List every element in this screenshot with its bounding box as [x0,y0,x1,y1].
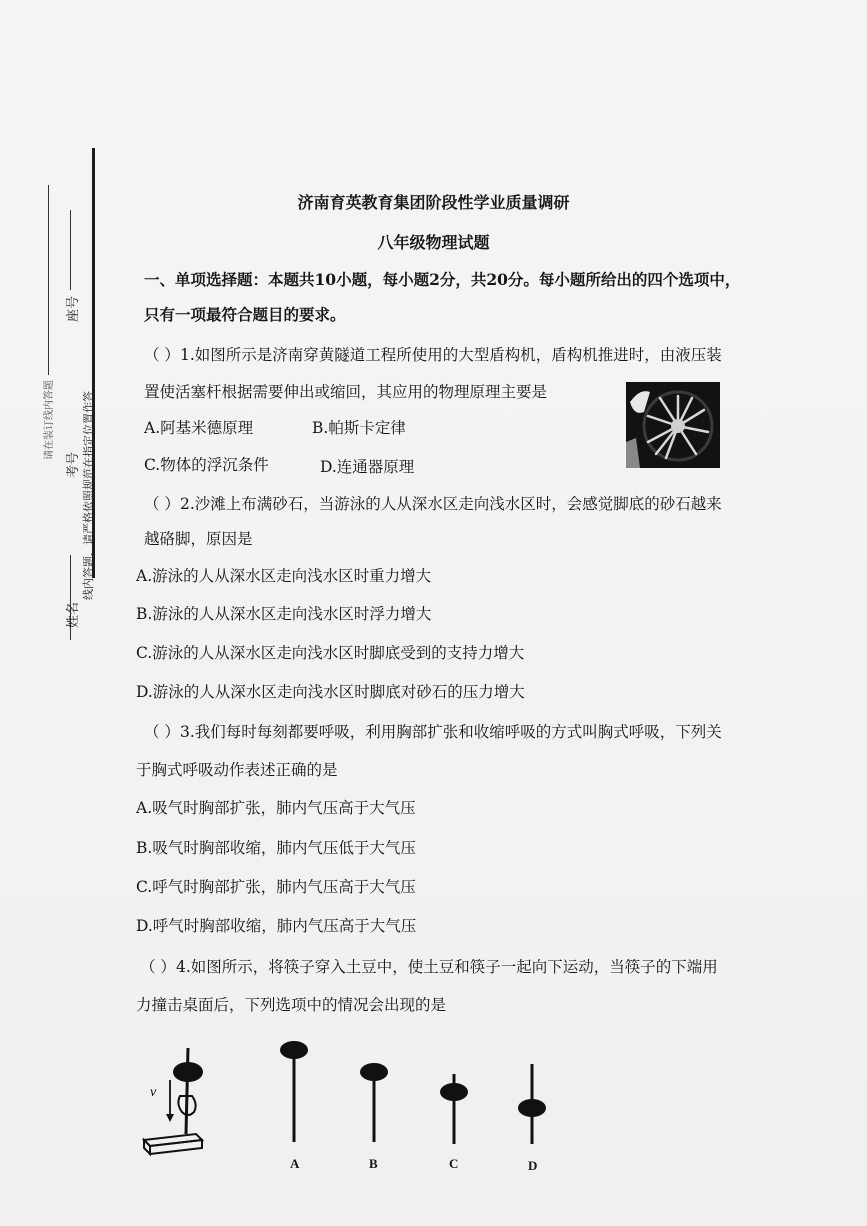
question-3-stem-cont: 于胸式呼吸动作表述正确的是 [136,761,338,779]
q3-option-d: D.呼气时胸部收缩，肺内气压高于大气压 [136,917,417,935]
figure-option-c [440,1074,468,1144]
question-1-stem-cont: 置使活塞杆根据需要伸出或缩回，其应用的物理原理主要是 [144,383,548,401]
figure-label-c: C [449,1156,459,1171]
q3-option-c: C.呼气时胸部扩张，肺内气压高于大气压 [136,878,416,896]
q1-option-c: C.物体的浮沉条件 [144,456,269,474]
answer-blank[interactable]: （ ） [144,723,180,741]
velocity-label: v [150,1085,157,1100]
exam-subtitle: 八年级物理试题 [377,233,490,252]
binding-notice-1: 线内答题，请严格依照规范在指定位置作答 [82,391,95,600]
figure-label-a: A [290,1156,300,1171]
q2-option-d: D.游泳的人从深水区走向浅水区时脚底对砂石的压力增大 [136,683,525,701]
question-1-stem: （ ）1.如图所示是济南穿黄隧道工程所使用的大型盾构机，盾构机推进时，由液压装 [144,343,722,365]
q1-option-d: D.连通器原理 [320,458,415,476]
question-4-stem-cont: 力撞击桌面后，下列选项中的情况会出现的是 [136,996,447,1014]
setup-illustration [144,1048,203,1154]
binding-fill-line [48,185,49,375]
q1-option-a: A.阿基米德原理 [144,419,254,437]
section-intro-line-1: 一、单项选择题：本题共10小题，每小题2分，共20分。每小题所给出的四个选项中， [144,270,741,289]
question-3-stem: （ ）3.我们每时每刻都要呼吸，利用胸部扩张和收缩呼吸的方式叫胸式呼吸，下列关 [144,720,722,742]
figure-label-b: B [369,1156,378,1171]
q2-option-a: A.游泳的人从深水区走向浅水区时重力增大 [136,567,432,585]
chopstick-potato-figure [130,1030,570,1180]
tunnel-boring-machine-photo [626,382,720,468]
exam-title: 济南育英教育集团阶段性学业质量调研 [297,193,570,212]
figure-label-d: D [528,1158,538,1173]
exam-number-label: 考号 [66,451,81,478]
q3-option-b: B.吸气时胸部收缩，肺内气压低于大气压 [136,839,416,857]
figure-option-b [360,1063,388,1142]
figure-option-d [518,1064,546,1144]
q3-option-a: A.吸气时胸部扩张，肺内气压高于大气压 [136,799,416,817]
answer-blank[interactable]: （ ） [140,958,176,976]
question-2-stem: （ ）2.沙滩上布满砂石，当游泳的人从深水区走向浅水区时，会感觉脚底的砂石越来 [144,492,722,514]
question-4-stem: （ ）4.如图所示，将筷子穿入土豆中，使土豆和筷子一起向下运动，当筷子的下端用 [140,955,718,977]
name-label: 姓名 [66,601,81,628]
answer-blank[interactable]: （ ） [144,495,180,513]
q2-option-c: C.游泳的人从深水区走向浅水区时脚底受到的支持力增大 [136,644,525,662]
figure-option-a [280,1041,308,1142]
seat-label: 座号 [66,295,81,322]
q1-option-b: B.帕斯卡定律 [312,419,406,437]
section-intro-line-2: 只有一项最符合题目的要求。 [144,305,346,324]
q2-option-b: B.游泳的人从深水区走向浅水区时浮力增大 [136,605,432,623]
binding-notice-2: 请在装订线内答题 [44,380,55,460]
question-2-stem-cont: 越硌脚，原因是 [144,530,253,548]
answer-blank[interactable]: （ ） [144,346,180,364]
